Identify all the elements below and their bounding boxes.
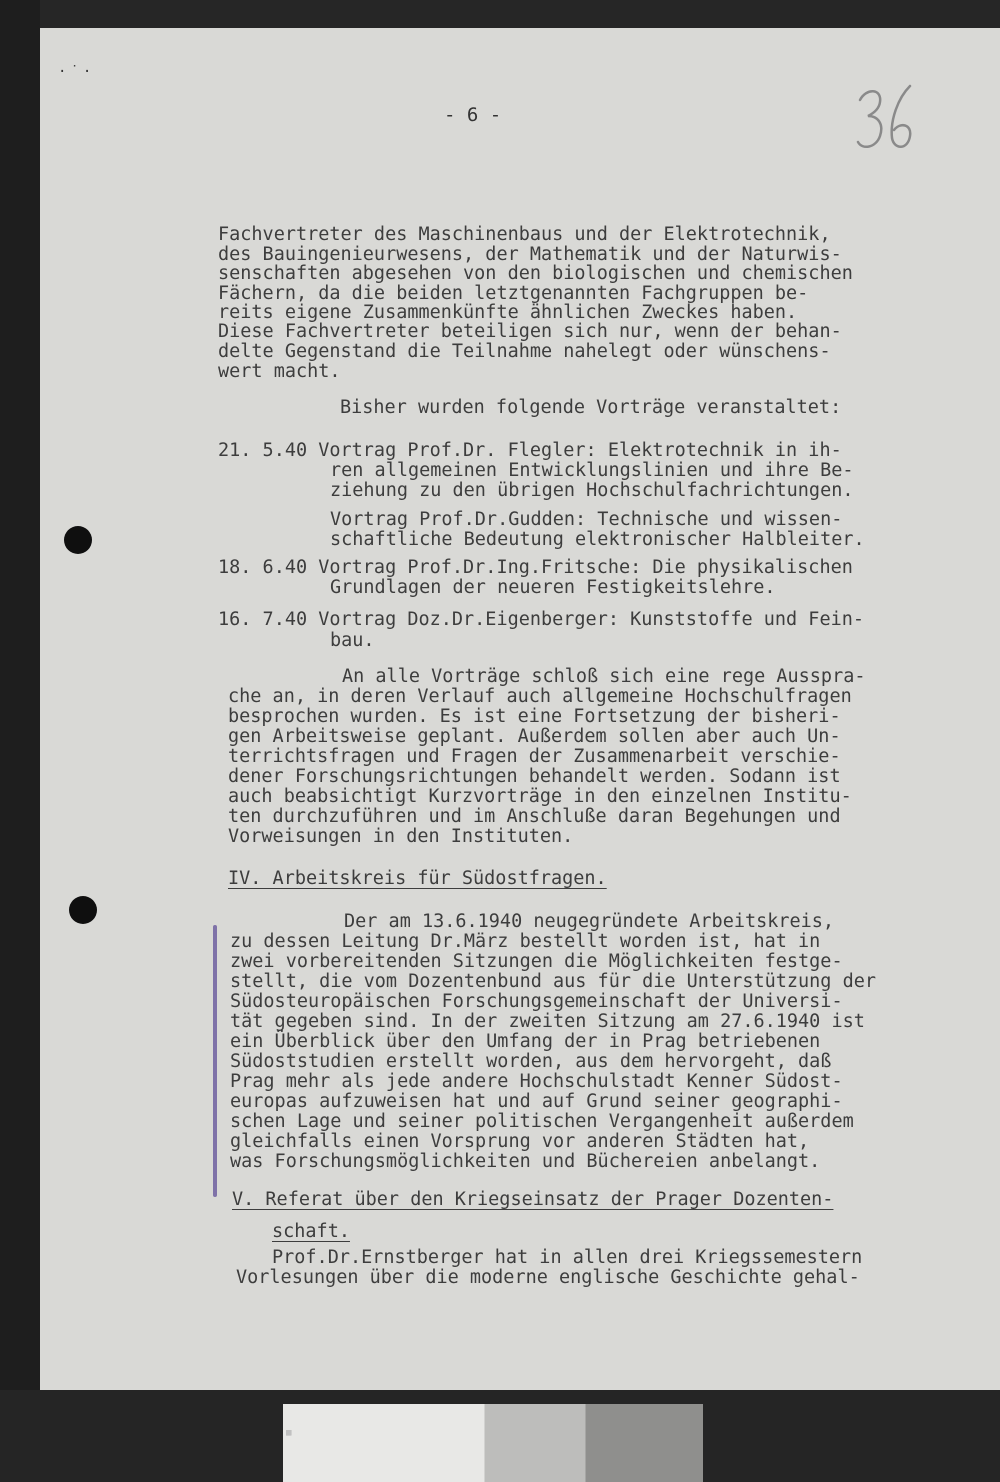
handwritten-page-number xyxy=(852,78,922,158)
scan-left-border xyxy=(0,0,40,1482)
text-line: ziehung zu den übrigen Hochschulfachrichtungen. xyxy=(330,480,854,501)
text-line: delte Gegenstand die Teilnahme nahelegt oder wünschens- xyxy=(218,341,831,362)
text-line: zu dessen Leitung Dr.März bestellt worden ist, hat in xyxy=(230,931,821,952)
lecture-entry: 16. 7.40 Vortrag Doz.Dr.Eigenberger: Kunststoffe und Fein- xyxy=(218,609,865,630)
text-line: besprochen wurden. Es ist eine Fortsetzung der bisheri- xyxy=(228,706,841,727)
text-line: wert macht. xyxy=(218,361,341,382)
text-line: Vorlesungen über die moderne englische Geschichte gehal- xyxy=(236,1267,860,1288)
text-line: schen Lage und seiner politischen Vergangenheit außerdem xyxy=(230,1111,854,1132)
text-line: Fachvertreter des Maschinenbaus und der Elektrotechnik, xyxy=(218,224,831,245)
text-line: gleichfalls einen Vorsprung vor anderen Städten hat, xyxy=(230,1131,810,1152)
text-line: ten durchzuführen und im Anschluße daran Begehungen und xyxy=(228,806,841,827)
text-line: Vorweisungen in den Instituten. xyxy=(228,826,574,847)
punch-hole-bottom xyxy=(69,896,97,924)
text-line: europas aufzuweisen hat und auf Grund seiner geographi- xyxy=(230,1091,843,1112)
section-heading-v-continued: schaft. xyxy=(272,1221,350,1242)
text-line: auch beabsichtigt Kurzvorträge in den einzelnen Institu- xyxy=(228,786,852,807)
text-line: Diese Fachvertreter beteiligen sich nur, wenn der behan- xyxy=(218,321,842,342)
text-line: Südosteuropäischen Forschungsgemeinschaft der Universi- xyxy=(230,991,843,1012)
text-line: Der am 13.6.1940 neugegründete Arbeitskreis, xyxy=(344,911,835,932)
text-line: Südoststudien erstellt worden, aus dem hervorgeht, daß xyxy=(230,1051,832,1072)
text-line: zwei vorbereitenden Sitzungen die Möglichkeiten festge- xyxy=(230,951,843,972)
text-line: Bisher wurden folgende Vorträge veranstaltet: xyxy=(340,397,842,418)
lecture-entry: 21. 5.40 Vortrag Prof.Dr. Flegler: Elektrotechnik in ih- xyxy=(218,440,842,461)
text-line: dener Forschungsrichtungen behandelt werden. Sodann ist xyxy=(228,766,841,787)
text-line: senschaften abgesehen von den biologischen und chemischen xyxy=(218,263,853,284)
lecture-entry: Vortrag Prof.Dr.Gudden: Technische und wissen- xyxy=(330,509,843,530)
lecture-entry: 18. 6.40 Vortrag Prof.Dr.Ing.Fritsche: Die physikalischen xyxy=(218,557,853,578)
scan-color-card xyxy=(283,1404,703,1482)
text-line: Prof.Dr.Ernstberger hat in allen drei Kriegssemestern xyxy=(272,1247,863,1268)
text-line: gen Arbeitsweise geplant. Außerdem sollen aber auch Un- xyxy=(228,726,841,747)
text-line: ein Überblick über den Umfang der in Prag betriebenen xyxy=(230,1031,821,1052)
text-line: tät gegeben sind. In der zweiten Sitzung am 27.6.1940 ist xyxy=(230,1011,865,1032)
paper-specks: ·˙· xyxy=(58,64,96,80)
text-line: Fächern, da die beiden letztgenannten Fachgruppen be- xyxy=(218,283,809,304)
page-number: - 6 - xyxy=(444,104,502,126)
text-line: reits eigene Zusammenkünfte ähnlichen Zweckes haben. xyxy=(218,302,798,323)
text-line: che an, in deren Verlauf auch allgemeine Hochschulfragen xyxy=(228,686,852,707)
text-line: terrichtsfragen und Fragen der Zusammenarbeit verschie- xyxy=(228,746,841,767)
section-heading-v: V. Referat über den Kriegseinsatz der Prager Dozenten- xyxy=(232,1189,834,1210)
section-heading-iv: IV. Arbeitskreis für Südostfragen. xyxy=(228,868,607,889)
text-line: Prag mehr als jede andere Hochschulstadt Kenner Südost- xyxy=(230,1071,843,1092)
text-line: bau. xyxy=(330,630,375,651)
text-line: stellt, die vom Dozentenbund aus für die Unterstützung der xyxy=(230,971,877,992)
text-line: ren allgemeinen Entwicklungslinien und ihre Be- xyxy=(330,460,854,481)
text-line: schaftliche Bedeutung elektronischer Halbleiter. xyxy=(330,529,865,550)
text-line: des Bauingenieurwesens, der Mathematik und der Naturwis- xyxy=(218,244,842,265)
color-card-mark: ▦ xyxy=(286,1428,292,1438)
margin-marker-line xyxy=(213,925,217,1197)
text-line: Grundlagen der neueren Festigkeitslehre. xyxy=(330,577,776,598)
punch-hole-top xyxy=(64,526,92,554)
text-line: An alle Vorträge schloß sich eine rege Ausspra- xyxy=(342,666,866,687)
text-line: was Forschungsmöglichkeiten und Büchereien anbelangt. xyxy=(230,1151,821,1172)
